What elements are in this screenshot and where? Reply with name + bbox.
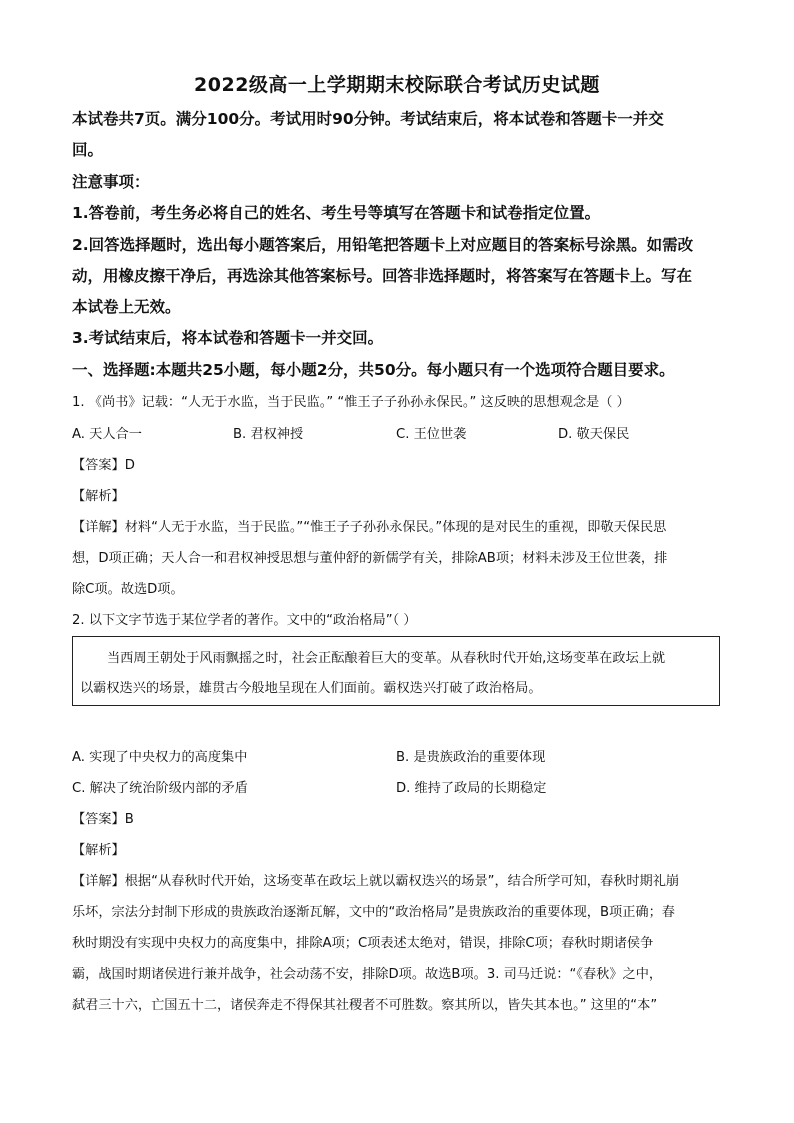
q1-stem: 1. 《尚书》记载：“人无于水监，当于民监。” “惟王子子孙孙永保民。” 这反映的思想观念是（ ） — [72, 395, 630, 410]
q1-option-a: A. 天人合一 — [72, 427, 142, 442]
q2-detail-line-5: 弑君三十六，亡国五十二，诸侯奔走不得保其社稷者不可胜数。察其所以，皆失其本也。” 这里的“本” — [72, 998, 658, 1013]
section-1-heading: 一、选择题:本题共25小题，每小题2分，共50分。每小题只有一个选项符合题目要求。 — [72, 361, 675, 379]
intro-line-2: 回。 — [72, 141, 104, 159]
q1-option-c: C. 王位世袭 — [396, 427, 467, 442]
q2-stem: 2. 以下文字节选于某位学者的著作。文中的“政治格局”（ ） — [72, 613, 417, 628]
note-2-line-1: 2.回答选择题时，选出每小题答案后，用铅笔把答题卡上对应题目的答案标号涂黑。如需改 — [72, 236, 694, 254]
q1-option-b: B. 君权神授 — [233, 427, 304, 442]
q1-answer: 【答案】D — [72, 458, 135, 473]
note-2-line-2: 动，用橡皮擦干净后，再选涂其他答案标号。回答非选择题时，将答案写在答题卡上。写在 — [72, 267, 693, 285]
note-3: 3.考试结束后，将本试卷和答题卡一并交回。 — [72, 329, 384, 347]
q1-detail-line-3: 除C项。故选D项。 — [72, 582, 184, 597]
q2-detail-line-4: 霸，战国时期诸侯进行兼并战争，社会动荡不安，排除D项。故选B项。3. 司马迁说：“《春秋》之中， — [72, 967, 663, 982]
notes-heading: 注意事项： — [72, 173, 150, 191]
q2-detail-line-2: 乐坏，宗法分封制下形成的贵族政治逐渐瓦解，文中的“政治格局”是贵族政治的重要体现，B项正确；春 — [72, 905, 675, 920]
q2-option-d: D. 维持了政局的长期稳定 — [396, 781, 547, 796]
q2-material-box — [72, 636, 720, 706]
q1-detail-line-2: 想，D项正确；天人合一和君权神授思想与董仲舒的新儒学有关，排除AB项；材料未涉及王位世袭，排 — [72, 551, 668, 566]
q2-option-b: B. 是贵族政治的重要体现 — [396, 750, 546, 765]
q2-detail-line-1: 【详解】根据“从春秋时代开始，这场变革在政坛上就以霸权迭兴的场景”，结合所学可知，春秋时期礼崩 — [72, 874, 680, 889]
q2-detail-line-3: 秋时期没有实现中央权力的高度集中，排除A项；C项表述太绝对，错误，排除C项；春秋时期诸侯争 — [72, 936, 654, 951]
q2-answer: 【答案】B — [72, 812, 134, 827]
q1-detail-line-1: 【详解】材料“人无于水监，当于民监。”“惟王子子孙孙永保民。”体现的是对民生的重视，即敬天保民思 — [72, 520, 667, 535]
page-title: 2022级高一上学期期末校际联合考试历史试题 — [194, 74, 600, 96]
q1-analysis-label: 【解析】 — [72, 489, 125, 504]
q2-analysis-label: 【解析】 — [72, 843, 125, 858]
q2-material-line-2: 以霸权迭兴的场景，雄贯古今般地呈现在人们面前。霸权迭兴打破了政治格局。 — [80, 681, 542, 696]
note-2-line-3: 本试卷上无效。 — [72, 298, 181, 316]
note-1: 1.答卷前，考生务必将自己的姓名、考生号等填写在答题卡和试卷指定位置。 — [72, 204, 601, 222]
q2-material-line-1: 当西周王朝处于风雨飘摇之时，社会正酝酿着巨大的变革。从春秋时代开始,这场变革在政坛上就 — [107, 651, 666, 666]
q2-option-c: C. 解决了统治阶级内部的矛盾 — [72, 781, 248, 796]
q2-option-a: A. 实现了中央权力的高度集中 — [72, 750, 248, 765]
q1-option-d: D. 敬天保民 — [558, 427, 630, 442]
intro-line-1: 本试卷共7页。满分100分。考试用时90分钟。考试结束后，将本试卷和答题卡一并交 — [72, 110, 664, 128]
